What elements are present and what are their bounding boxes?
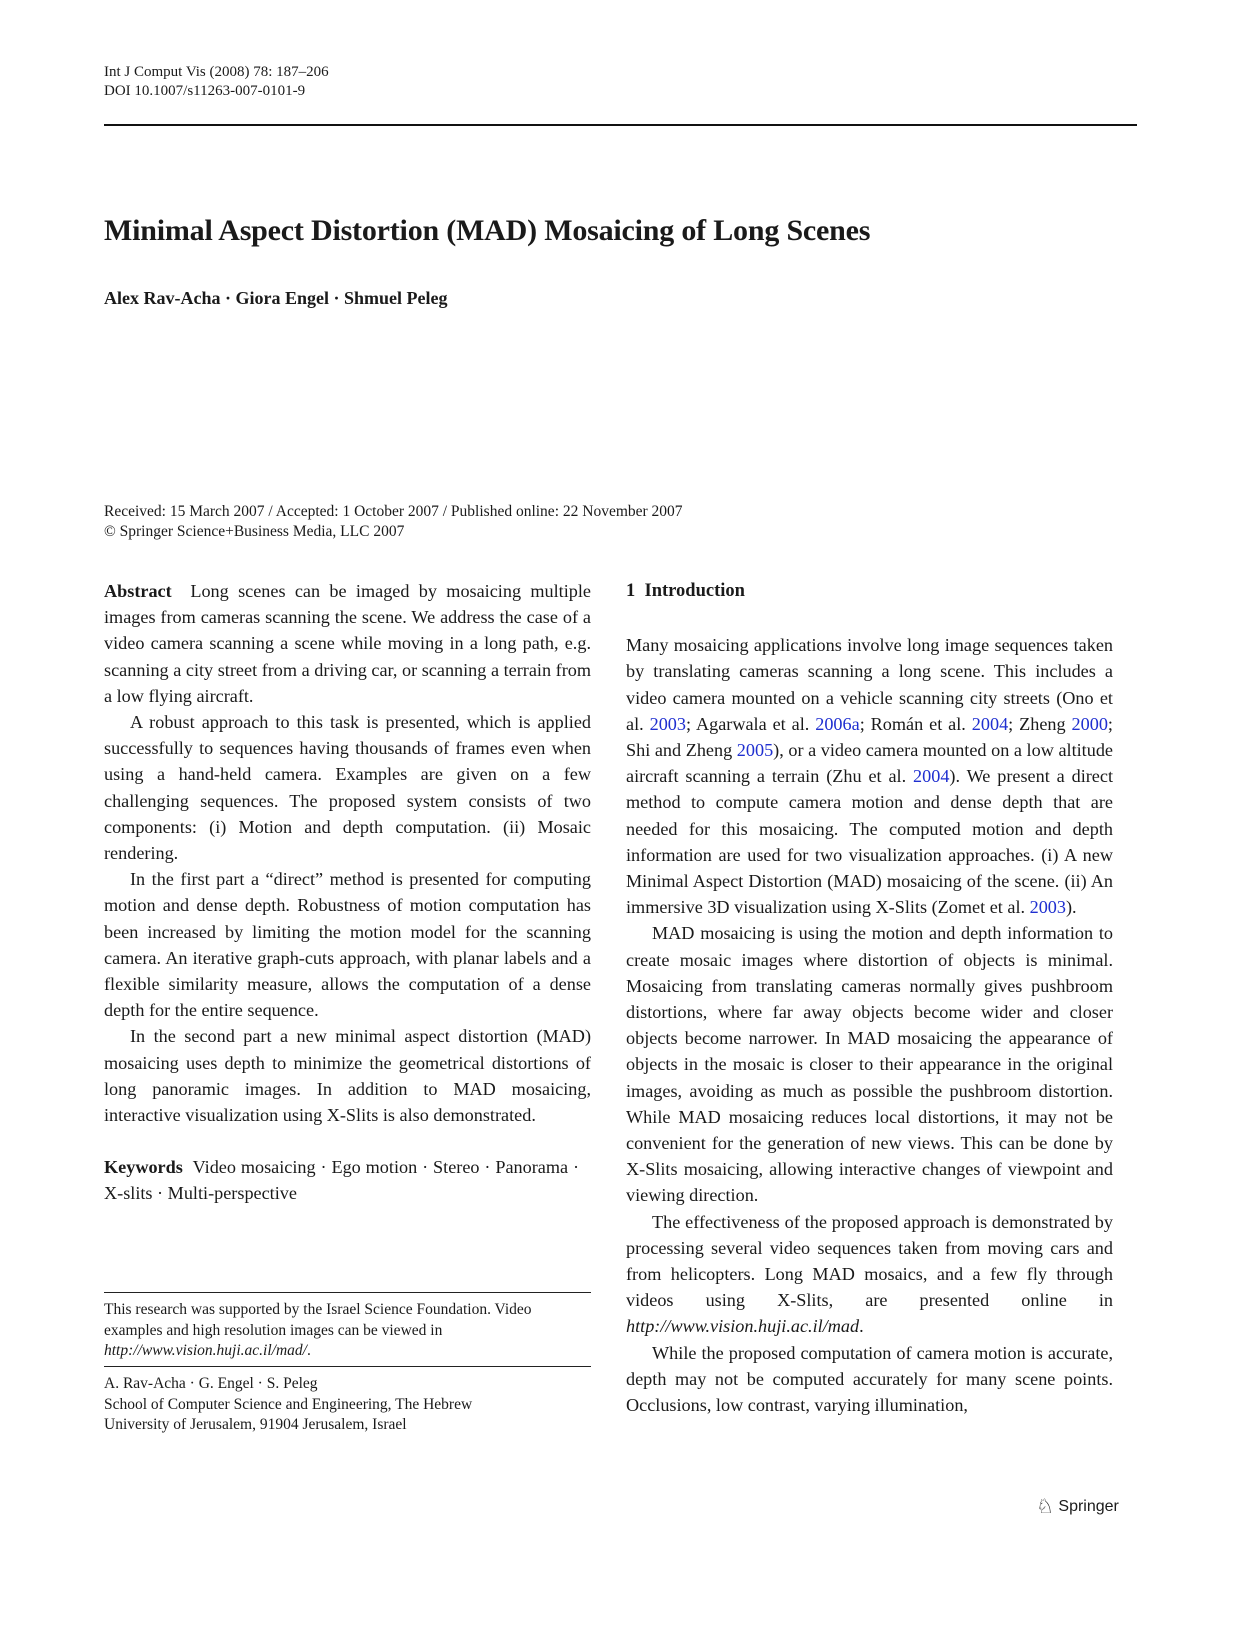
affiliation-footnote — [104, 1374, 591, 1436]
journal-citation: Int J Comput Vis (2008) 78: 187–206 — [104, 64, 329, 80]
affiliation-line-1: School of Computer Science and Engineering, The Hebrew — [104, 1395, 473, 1413]
citation-link[interactable]: 2004 — [913, 766, 950, 787]
abstract-paragraph-4: In the second part a new minimal aspect distortion (MAD) mosaicing uses depth to minimize the geometrical distortions of long panoramic images. In addition to MAD mosaicing, interactive visualization using X-Slits is also demonstrated. — [104, 1026, 591, 1126]
intro-text-e: ; Shi and Zheng — [626, 713, 1113, 761]
keywords — [104, 1154, 579, 1206]
right-column — [626, 578, 1113, 1418]
publication-info — [104, 502, 683, 542]
intro-text-a: Many mosaicing applications involve long image sequences taken by translating cameras scanning a long scene. This includes a video camera mounted on a vehicle scanning city streets (Ono et al. — [626, 635, 1113, 734]
abstract-paragraph-1 — [104, 578, 591, 709]
citation-link[interactable]: 2004 — [971, 713, 1009, 734]
abstract-paragraph-2: A robust approach to this task is presented, which is applied successfully to sequences having thousands of frames even when using a hand-held camera. Examples are given on a few challenging sequences. The proposed system consists of two components: (i) Motion and depth computation. (ii) Mosaic rendering. — [104, 712, 591, 864]
intro-text-f: ), or a video camera mounted on a low altitude aircraft scanning a terrain (Zhu et al. — [626, 740, 1113, 787]
paper-title: Minimal Aspect Distortion (MAD) Mosaicing of Long Scenes — [104, 214, 871, 247]
abstract-paragraph-3: In the first part a “direct” method is presented for computing motion and dense depth. Robustness of motion computation has been increased by limiting the motion model for the scanning camera. An iterative graph-cuts approach, with planar labels and a flexible similarity measure, allows the computation of a dense depth for the entire sequence. — [104, 869, 591, 1021]
citation-link[interactable]: 2005 — [736, 740, 774, 761]
journal-header — [104, 63, 329, 101]
intro-paragraph-3 — [626, 1209, 1113, 1340]
springer-horse-icon: ♘ — [1036, 1494, 1054, 1518]
intro-p3-end: . — [859, 1316, 864, 1337]
citation-link[interactable]: 2003 — [649, 713, 686, 734]
affiliation-rule — [104, 1366, 591, 1367]
funding-text: This research was supported by the Israel Science Foundation. Video examples and high resolution images can be viewed in — [104, 1301, 532, 1339]
intro-paragraph-2: MAD mosaicing is using the motion and depth information to create mosaic images where distortion of objects is minimal. Mosaicing from translating cameras normally gives pushbroom distortions, where far away objects become wider and closer objects become narrower. In MAD mosaicing the appearance of objects in the mosaic is closer to their appearance in the original images, avoiding as much as possible the pushbroom distortion. While MAD mosaicing reduces local distortions, it may not be convenient for the generation of new views. This can be done by X-Slits mosaicing, allowing interactive changes of viewpoint and viewing direction. — [626, 923, 1113, 1206]
funding-end: . — [306, 1342, 311, 1359]
affiliation-line-2: University of Jerusalem, 91904 Jerusalem, Israel — [104, 1416, 407, 1433]
intro-text-b: ; Agarwala et al. — [685, 713, 816, 734]
footnote-rule — [104, 1292, 591, 1293]
copyright-line: © Springer Science+Business Media, LLC 2007 — [104, 523, 405, 540]
intro-text-d: ; Zheng — [1008, 713, 1072, 734]
intro-text-h: ). — [1065, 897, 1077, 918]
section-heading — [626, 578, 1113, 604]
mad-url[interactable]: http://www.vision.huji.ac.il/mad — [626, 1316, 860, 1337]
intro-paragraph-4: While the proposed computation of camera motion is accurate, depth may not be computed accurately for many scene points. Occlusions, low contrast, varying illumination, — [626, 1342, 1113, 1416]
header-rule — [104, 124, 1137, 126]
intro-paragraph-1 — [626, 632, 1113, 920]
abstract-text-1: Long scenes can be imaged by mosaicing multiple images from cameras scanning the scene. We address the case of a video camera scanning a scene while moving in a long path, e.g. scanning a city street from a driving car, or scanning a terrain from a low flying aircraft. — [104, 581, 591, 706]
section-number: 1 — [626, 581, 636, 601]
funding-footnote — [104, 1300, 591, 1362]
citation-link[interactable]: 2003 — [1029, 897, 1066, 918]
authors: Alex Rav-Acha · Giora Engel · Shmuel Peleg — [104, 288, 448, 308]
intro-p3-text: The effectiveness of the proposed approach is demonstrated by processing several video sequences taken from moving cars and from helicopters. Long MAD mosaics, and a few fly through videos using X-Slits, are presented online in — [626, 1211, 1113, 1311]
affiliation-names: A. Rav-Acha · G. Engel · S. Peleg — [104, 1375, 318, 1392]
citation-link[interactable]: 2006a — [815, 713, 860, 734]
doi: DOI 10.1007/s11263-007-0101-9 — [104, 83, 306, 99]
keywords-text: Video mosaicing · Ego motion · Stereo · Panorama · X-slits · Multi-perspective — [104, 1157, 580, 1204]
keywords-label: Keywords — [104, 1157, 183, 1178]
project-url[interactable]: http://www.vision.huji.ac.il/mad/ — [104, 1342, 307, 1359]
citation-link[interactable]: 2000 — [1071, 713, 1108, 734]
publisher-name: Springer — [1058, 1498, 1119, 1515]
intro-text-c: ; Román et al. — [859, 713, 972, 734]
publisher-mark — [1036, 1494, 1119, 1518]
abstract-label: Abstract — [104, 581, 172, 601]
section-title: Introduction — [644, 581, 745, 601]
intro-text-g: ). We present a direct method to compute camera motion and dense depth that are needed for this mosaicing. The computed motion and depth information are used for two visualization approaches. (i) A new Minimal Aspect Distortion (MAD) mosaicing of the scene. (ii) An immersive 3D visualization using X-Slits (Zomet et al. — [626, 766, 1113, 918]
left-column — [104, 578, 591, 1207]
dates-line: Received: 15 March 2007 / Accepted: 1 October 2007 / Published online: 22 November 2007 — [104, 503, 683, 520]
